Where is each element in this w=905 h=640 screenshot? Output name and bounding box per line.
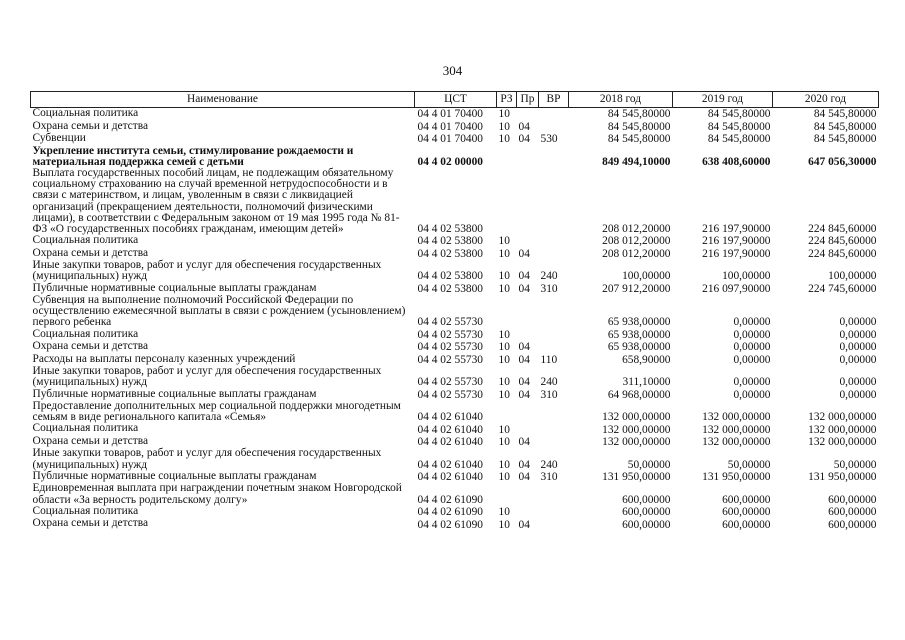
row-cst: 04 4 02 61040 (417, 436, 483, 449)
row-name: Субвенции (32, 132, 86, 144)
row-2020: 224 845,60000 (808, 222, 877, 235)
row-cst: 04 4 02 00000 (417, 155, 483, 168)
row-pr: 04 (518, 458, 530, 471)
row-vr (539, 108, 569, 121)
header-pr: Пр (517, 92, 539, 108)
row-rz: 10 (498, 436, 510, 449)
header-name: Наименование (31, 92, 415, 108)
row-cst: 04 4 02 55730 (417, 353, 483, 366)
row-2018: 65 938,00000 (607, 341, 671, 354)
row-cst: 04 4 02 53800 (417, 222, 483, 235)
row-name: Охрана семьи и детства (32, 517, 148, 530)
row-name: Иные закупки товаров, работ и услуг для обеспечения государственных (муниципальных) нужд (32, 259, 382, 283)
row-pr (517, 401, 539, 423)
row-vr: 530 (540, 133, 558, 146)
row-rz (497, 168, 517, 235)
row-cst: 04 4 02 53800 (417, 282, 483, 295)
header-2019: 2019 год (673, 92, 773, 108)
row-pr: 04 (518, 436, 530, 449)
row-cst: 04 4 02 61090 (417, 493, 483, 506)
row-2019: 132 000,00000 (702, 411, 771, 424)
budget-table (30, 91, 879, 531)
row-2018: 84 545,80000 (607, 120, 671, 133)
row-vr: 310 (540, 282, 558, 295)
row-2020: 0,00000 (839, 341, 877, 354)
row-pr (517, 235, 539, 248)
row-2020: 647 056,30000 (808, 155, 877, 168)
row-2019: 600,00000 (722, 518, 771, 531)
row-2018: 311,10000 (622, 376, 671, 389)
row-rz: 10 (498, 120, 510, 133)
row-2019: 84 545,80000 (707, 108, 771, 121)
row-cst: 04 4 02 61040 (417, 411, 483, 424)
header-2018: 2018 год (569, 92, 673, 108)
table-row (31, 366, 879, 388)
row-vr (539, 341, 569, 354)
row-name: Публичные нормативные социальные выплаты гражданам (32, 387, 317, 400)
row-vr (539, 423, 569, 436)
row-pr (517, 108, 539, 121)
row-pr (517, 423, 539, 436)
row-rz: 10 (498, 247, 510, 260)
row-rz (497, 295, 517, 329)
row-2020: 600,00000 (828, 493, 877, 506)
row-2018: 50,00000 (627, 458, 671, 471)
row-vr: 310 (540, 388, 558, 401)
row-cst: 04 4 02 55730 (417, 328, 483, 341)
row-2018: 132 000,00000 (602, 436, 671, 449)
row-vr (539, 235, 569, 248)
table-row (31, 329, 879, 342)
row-rz: 10 (498, 108, 510, 121)
row-2018: 658,90000 (622, 353, 671, 366)
table-row (31, 295, 879, 329)
row-vr (539, 329, 569, 342)
row-rz: 10 (498, 341, 510, 354)
row-2020: 224 845,60000 (808, 247, 877, 260)
row-vr: 110 (540, 353, 558, 366)
row-rz: 10 (498, 471, 510, 484)
row-name: Публичные нормативные социальные выплаты гражданам (32, 281, 317, 294)
row-2020: 224 745,60000 (808, 282, 877, 295)
row-rz: 10 (498, 388, 510, 401)
row-2020: 0,00000 (839, 376, 877, 389)
row-2018: 207 912,20000 (602, 282, 671, 295)
row-pr: 04 (518, 518, 530, 531)
row-2019: 100,00000 (722, 270, 771, 283)
table-row (31, 483, 879, 505)
row-vr (539, 401, 569, 423)
row-cst: 04 4 02 53800 (417, 270, 483, 283)
row-name: Публичные нормативные социальные выплаты гражданам (32, 469, 317, 482)
row-pr: 04 (518, 353, 530, 366)
row-name: Расходы на выплаты персоналу казенных учреждений (32, 352, 296, 365)
row-2019: 0,00000 (733, 316, 771, 329)
table-row (31, 341, 879, 354)
table-header-row (31, 92, 879, 108)
row-2018: 64 968,00000 (607, 388, 671, 401)
row-cst: 04 4 02 53800 (417, 235, 483, 248)
row-cst: 04 4 02 55730 (417, 388, 483, 401)
table-row (31, 146, 879, 168)
table-row (31, 401, 879, 423)
row-2018: 600,00000 (622, 506, 671, 519)
row-2019: 0,00000 (733, 341, 771, 354)
row-2020: 84 545,80000 (813, 108, 877, 121)
row-pr: 04 (518, 282, 530, 295)
row-name: Выплата государственных пособий лицам, не подлежащим обязательному социальному страхованию на случай временной нетрудоспособности и в связи с материнством, и лицам, уволенным в связи с ликвидацией организаций (прекращением деятельности, полномочий физическими лицами), в соответствии с Федеральным законом от 19 мая 1995 года № 81-ФЗ «О государственных пособиях гражданам, имеющим детей» (32, 166, 400, 235)
row-pr (517, 168, 539, 235)
row-rz: 10 (498, 376, 510, 389)
row-pr (517, 146, 539, 168)
table-row (31, 108, 879, 121)
row-2018: 600,00000 (622, 493, 671, 506)
row-vr: 240 (540, 270, 558, 283)
row-name: Охрана семьи и детства (32, 434, 148, 447)
row-2019: 0,00000 (733, 328, 771, 341)
row-2018: 132 000,00000 (602, 423, 671, 436)
row-vr: 240 (540, 458, 558, 471)
row-pr: 04 (518, 120, 530, 133)
row-rz (497, 483, 517, 505)
row-2018: 100,00000 (622, 270, 671, 283)
row-vr (539, 248, 569, 261)
table-row (31, 235, 879, 248)
row-pr (517, 295, 539, 329)
row-rz: 10 (498, 506, 510, 519)
row-pr: 04 (518, 341, 530, 354)
row-name: Социальная политика (32, 234, 139, 247)
row-vr (539, 121, 569, 134)
row-2019: 216 197,90000 (702, 222, 771, 235)
row-2020: 132 000,00000 (808, 423, 877, 436)
row-pr: 04 (518, 133, 530, 146)
row-2018: 208 012,20000 (602, 222, 671, 235)
row-2019: 600,00000 (722, 506, 771, 519)
row-2018: 849 494,10000 (602, 155, 671, 168)
row-cst: 04 4 02 61040 (417, 423, 483, 436)
row-pr (517, 506, 539, 519)
row-name: Укрепление института семьи, стимулирование рождаемости и материальная поддержка семей с детьми (32, 144, 354, 168)
row-2019: 216 097,90000 (702, 282, 771, 295)
row-2018: 208 012,20000 (602, 235, 671, 248)
table-row (31, 133, 879, 146)
row-rz: 10 (498, 282, 510, 295)
row-cst: 04 4 02 53800 (417, 247, 483, 260)
row-name: Социальная политика (32, 422, 139, 435)
row-2020: 131 950,00000 (808, 471, 877, 484)
row-vr (539, 168, 569, 235)
table-row (31, 260, 879, 282)
row-rz: 10 (498, 270, 510, 283)
row-name: Иные закупки товаров, работ и услуг для обеспечения государственных (муниципальных) нужд (32, 447, 382, 471)
row-2020: 84 545,80000 (813, 133, 877, 146)
row-2018: 131 950,00000 (602, 471, 671, 484)
row-2020: 50,00000 (833, 458, 877, 471)
row-2020: 224 845,60000 (808, 235, 877, 248)
row-2018: 132 000,00000 (602, 411, 671, 424)
row-2018: 208 012,20000 (602, 247, 671, 260)
row-cst: 04 4 01 70400 (417, 133, 483, 146)
row-name: Социальная политика (32, 504, 139, 517)
row-name: Единовременная выплата при награждении почетным знаком Новгородской области «За верность родительскому долгу» (32, 482, 402, 506)
header-rz: РЗ (497, 92, 517, 108)
row-cst: 04 4 01 70400 (417, 120, 483, 133)
row-2019: 84 545,80000 (707, 120, 771, 133)
row-rz: 10 (498, 353, 510, 366)
row-2018: 84 545,80000 (607, 108, 671, 121)
row-name: Социальная политика (32, 327, 139, 340)
row-2018: 600,00000 (622, 518, 671, 531)
row-2019: 131 950,00000 (702, 471, 771, 484)
row-name: Предоставление дополнительных мер социальной поддержки многодетным семьям в виде регионального капитала «Семья» (32, 400, 401, 424)
row-2019: 0,00000 (733, 388, 771, 401)
row-2019: 216 197,90000 (702, 247, 771, 260)
row-2020: 84 545,80000 (813, 120, 877, 133)
row-rz: 10 (498, 328, 510, 341)
row-name: Социальная политика (32, 107, 139, 119)
row-pr: 04 (518, 270, 530, 283)
row-2019: 132 000,00000 (702, 436, 771, 449)
row-2018: 84 545,80000 (607, 133, 671, 146)
header-cst: ЦСТ (415, 92, 497, 108)
page-number: 304 (442, 63, 463, 78)
row-vr (539, 506, 569, 519)
row-rz: 10 (498, 133, 510, 146)
row-rz: 10 (498, 235, 510, 248)
row-rz (497, 401, 517, 423)
row-2020: 0,00000 (839, 316, 877, 329)
row-2020: 600,00000 (828, 518, 877, 531)
row-2018: 65 938,00000 (607, 316, 671, 329)
row-vr: 310 (540, 471, 558, 484)
table-row (31, 168, 879, 235)
row-2019: 132 000,00000 (702, 423, 771, 436)
row-cst: 04 4 02 61090 (417, 518, 483, 531)
row-pr: 04 (518, 471, 530, 484)
table-row (31, 423, 879, 436)
row-rz: 10 (498, 423, 510, 436)
row-2019: 216 197,90000 (702, 235, 771, 248)
row-name: Субвенция на выполнение полномочий Российской Федерации по осуществлению ежемесячной выплаты в связи с рождением (усыновлением) первого ребенка (32, 294, 406, 329)
row-cst: 04 4 02 61040 (417, 471, 483, 484)
row-2019: 50,00000 (727, 458, 771, 471)
row-cst: 04 4 02 61040 (417, 458, 483, 471)
row-2019: 84 545,80000 (707, 133, 771, 146)
row-2020: 0,00000 (839, 353, 877, 366)
row-2019: 600,00000 (722, 493, 771, 506)
table-row (31, 121, 879, 134)
header-2020: 2020 год (773, 92, 879, 108)
row-2020: 0,00000 (839, 388, 877, 401)
row-name: Иные закупки товаров, работ и услуг для обеспечения государственных (муниципальных) нужд (32, 365, 382, 389)
row-2020: 0,00000 (839, 328, 877, 341)
row-rz: 10 (498, 518, 510, 531)
row-name: Охрана семьи и детства (32, 246, 148, 259)
row-pr: 04 (518, 376, 530, 389)
row-2020: 100,00000 (828, 270, 877, 283)
row-vr (539, 483, 569, 505)
table-row (31, 518, 879, 531)
row-cst: 04 4 02 55730 (417, 316, 483, 329)
row-rz: 10 (498, 458, 510, 471)
row-2018: 65 938,00000 (607, 328, 671, 341)
row-2020: 132 000,00000 (808, 436, 877, 449)
row-vr (539, 295, 569, 329)
row-cst: 04 4 01 70400 (417, 108, 483, 121)
row-cst: 04 4 02 55730 (417, 341, 483, 354)
row-vr (539, 146, 569, 168)
row-name: Охрана семьи и детства (32, 119, 148, 132)
row-2019: 638 408,60000 (702, 155, 771, 168)
row-2019: 0,00000 (733, 353, 771, 366)
table-row (31, 506, 879, 519)
row-rz (497, 146, 517, 168)
row-2020: 132 000,00000 (808, 411, 877, 424)
table-body (31, 108, 879, 531)
row-cst: 04 4 02 55730 (417, 376, 483, 389)
row-pr (517, 329, 539, 342)
row-pr: 04 (518, 388, 530, 401)
header-vr: ВР (539, 92, 569, 108)
row-2019: 0,00000 (733, 376, 771, 389)
table-row (31, 448, 879, 470)
row-vr (539, 518, 569, 531)
row-pr: 04 (518, 247, 530, 260)
row-cst: 04 4 02 61090 (417, 506, 483, 519)
row-2020: 600,00000 (828, 506, 877, 519)
row-vr (539, 436, 569, 449)
row-pr (517, 483, 539, 505)
row-vr: 240 (540, 376, 558, 389)
row-name: Охрана семьи и детства (32, 340, 148, 353)
